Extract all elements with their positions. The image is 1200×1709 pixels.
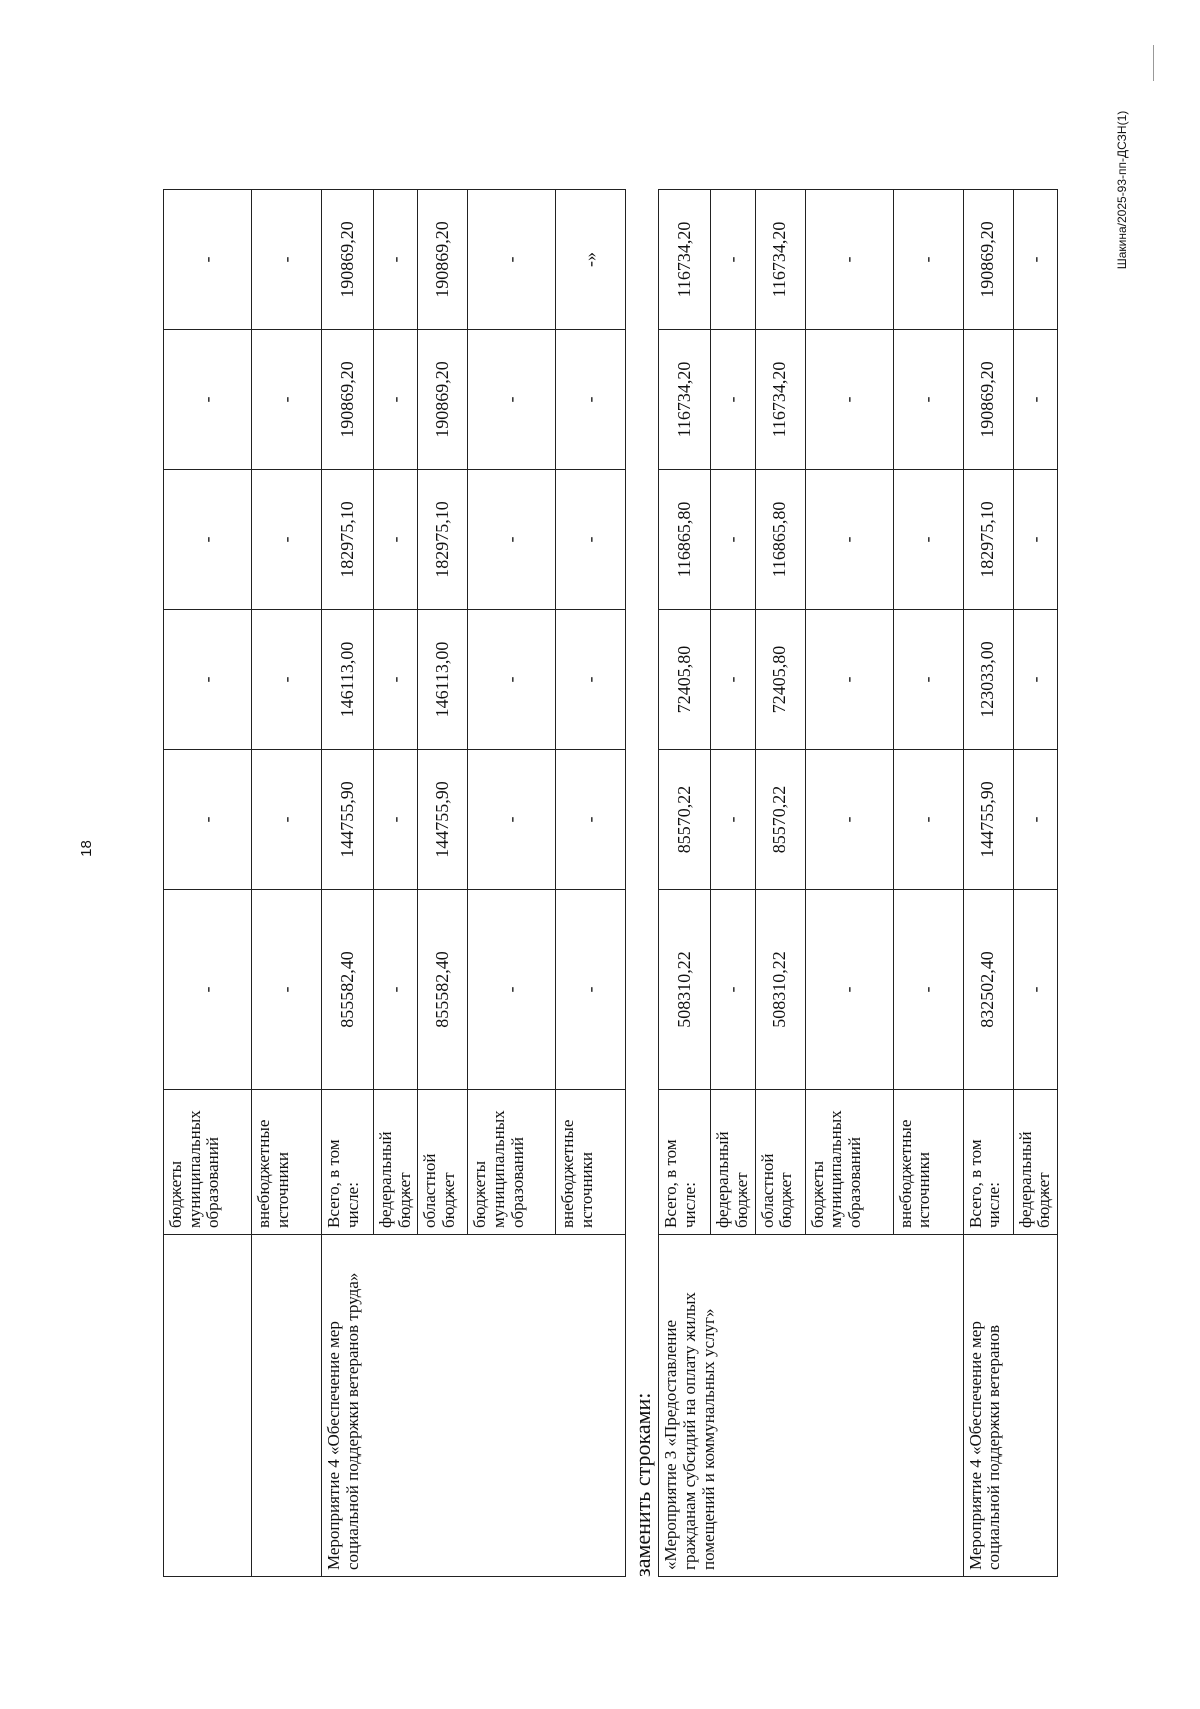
value-cell: - (711, 890, 755, 1090)
value-cell: - (468, 750, 556, 890)
value-cell: - (556, 890, 626, 1090)
value-cell: 508310,22 (755, 890, 805, 1090)
replace-heading: заменить строками: (630, 1392, 656, 1577)
value-cell: - (374, 470, 418, 610)
table-replacement (658, 189, 1058, 1577)
value-cell: 146113,00 (322, 610, 374, 750)
value-cell: - (711, 330, 755, 470)
value-cell: - (805, 330, 893, 470)
table-continuation (163, 189, 626, 1577)
value-cell: 144755,90 (418, 750, 468, 890)
source-label: федеральный бюджет (711, 1090, 755, 1235)
value-cell: 72405,80 (659, 610, 711, 750)
table-row (322, 190, 374, 1577)
value-cell: 832502,40 (963, 890, 1013, 1090)
value-cell: -» (556, 190, 626, 330)
value-cell: 508310,22 (659, 890, 711, 1090)
value-cell: - (374, 610, 418, 750)
value-cell: - (374, 190, 418, 330)
value-cell: - (711, 610, 755, 750)
value-cell: - (374, 750, 418, 890)
value-cell: 190869,20 (322, 330, 374, 470)
name-cell-empty (164, 1235, 252, 1577)
value-cell: 855582,40 (418, 890, 468, 1090)
value-cell: - (1013, 190, 1057, 330)
value-cell: - (805, 890, 893, 1090)
value-cell: 85570,22 (755, 750, 805, 890)
value-cell: - (1013, 610, 1057, 750)
value-cell: - (556, 470, 626, 610)
value-cell: - (164, 330, 252, 470)
event-name: «Мероприятие 3 «Предоставление гражданам субсидий на оплату жилых помещений и коммунальных услуг» (659, 1235, 963, 1577)
value-cell: - (252, 890, 322, 1090)
value-cell: 116734,20 (755, 190, 805, 330)
value-cell: - (711, 470, 755, 610)
value-cell: - (893, 470, 963, 610)
value-cell: - (893, 610, 963, 750)
value-cell: - (893, 890, 963, 1090)
value-cell: - (556, 610, 626, 750)
value-cell: 116734,20 (755, 330, 805, 470)
value-cell: - (468, 890, 556, 1090)
source-label: Всего, в том числе: (322, 1090, 374, 1235)
value-cell: 116865,80 (659, 470, 711, 610)
value-cell: 144755,90 (322, 750, 374, 890)
scan-edge-line (1153, 45, 1154, 81)
value-cell: - (468, 330, 556, 470)
value-cell: 855582,40 (322, 890, 374, 1090)
value-cell: 190869,20 (418, 330, 468, 470)
value-cell: - (468, 190, 556, 330)
value-cell: - (468, 470, 556, 610)
value-cell: - (556, 330, 626, 470)
value-cell: - (556, 750, 626, 890)
value-cell: - (893, 190, 963, 330)
value-cell: - (1013, 330, 1057, 470)
value-cell: 116865,80 (755, 470, 805, 610)
value-cell: 116734,20 (659, 330, 711, 470)
value-cell: 85570,22 (659, 750, 711, 890)
value-cell: - (1013, 890, 1057, 1090)
value-cell: - (252, 190, 322, 330)
value-cell: - (164, 750, 252, 890)
source-label: федеральный бюджет (1013, 1090, 1057, 1235)
value-cell: 190869,20 (322, 190, 374, 330)
value-cell: 146113,00 (418, 610, 468, 750)
value-cell: - (711, 190, 755, 330)
value-cell: - (893, 330, 963, 470)
value-cell: 182975,10 (963, 470, 1013, 610)
value-cell: 182975,10 (418, 470, 468, 610)
value-cell: 72405,80 (755, 610, 805, 750)
value-cell: 190869,20 (963, 190, 1013, 330)
table-row (963, 190, 1013, 1577)
value-cell: 190869,20 (418, 190, 468, 330)
table-row (252, 190, 322, 1577)
value-cell: - (1013, 750, 1057, 890)
value-cell: - (805, 470, 893, 610)
source-label: областной бюджет (418, 1090, 468, 1235)
value-cell: 182975,10 (322, 470, 374, 610)
value-cell: - (252, 750, 322, 890)
value-cell: - (711, 750, 755, 890)
rotated-page-content (163, 90, 1083, 1577)
source-label: внебюджетные источники (556, 1090, 626, 1235)
value-cell: 123033,00 (963, 610, 1013, 750)
event-name: Мероприятие 4 «Обеспечение мер социальной поддержки ветеранов (963, 1235, 1057, 1577)
value-cell: - (805, 750, 893, 890)
source-label: Всего, в том числе: (963, 1090, 1013, 1235)
event-name: Мероприятие 4 «Обеспечение мер социальной поддержки ветеранов труда» (322, 1235, 626, 1577)
source-label: бюджеты муниципальных образований (805, 1090, 893, 1235)
document-code: Шакина/2025-93-пп-ДСЗН(1) (1115, 110, 1129, 270)
value-cell: - (805, 190, 893, 330)
source-label: внебюджетные источники (893, 1090, 963, 1235)
value-cell: - (252, 610, 322, 750)
source-label: федеральный бюджет (374, 1090, 418, 1235)
value-cell: - (374, 330, 418, 470)
source-label: бюджеты муниципальных образований (164, 1090, 252, 1235)
name-cell-empty (252, 1235, 322, 1577)
value-cell: - (893, 750, 963, 890)
value-cell: - (1013, 470, 1057, 610)
table-row (164, 190, 252, 1577)
page-number: 18 (77, 840, 95, 857)
value-cell: - (468, 610, 556, 750)
source-label: Всего, в том числе: (659, 1090, 711, 1235)
source-label: бюджеты муниципальных образований (468, 1090, 556, 1235)
value-cell: 190869,20 (963, 330, 1013, 470)
value-cell: - (164, 610, 252, 750)
source-label: внебюджетные источники (252, 1090, 322, 1235)
value-cell: 144755,90 (963, 750, 1013, 890)
value-cell: 116734,20 (659, 190, 711, 330)
source-label: областной бюджет (755, 1090, 805, 1235)
value-cell: - (252, 330, 322, 470)
value-cell: - (164, 190, 252, 330)
value-cell: - (164, 890, 252, 1090)
value-cell: - (805, 610, 893, 750)
value-cell: - (374, 890, 418, 1090)
value-cell: - (164, 470, 252, 610)
table-row (659, 190, 711, 1577)
value-cell: - (252, 470, 322, 610)
